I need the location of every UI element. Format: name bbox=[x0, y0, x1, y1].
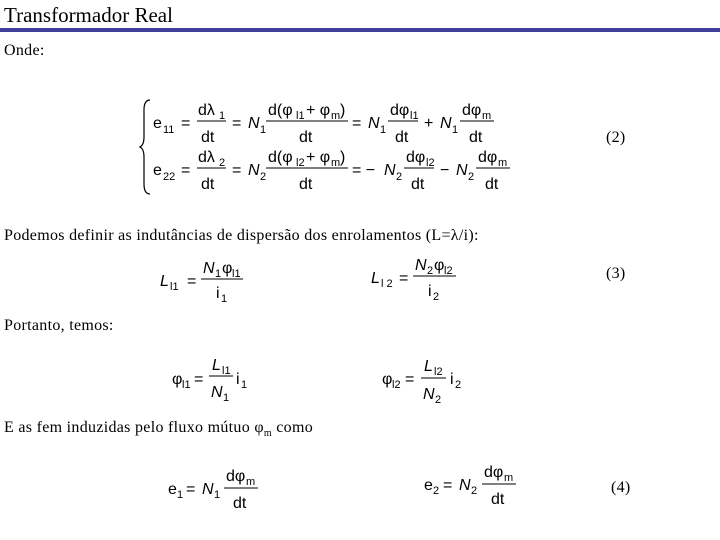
phi-subscript: m bbox=[263, 428, 272, 440]
svg-text:dφ: dφ bbox=[478, 149, 498, 166]
svg-text:1: 1 bbox=[380, 124, 387, 136]
svg-text:i: i bbox=[428, 283, 432, 300]
left-brace bbox=[140, 100, 150, 194]
svg-text:=: = bbox=[443, 477, 453, 494]
svg-text:d(φ: d(φ bbox=[268, 102, 293, 119]
svg-text:l2: l2 bbox=[434, 366, 443, 378]
svg-text:l2: l2 bbox=[392, 379, 401, 391]
svg-text:2: 2 bbox=[396, 171, 403, 183]
equation-system-2 bbox=[140, 100, 510, 194]
svg-text:N: N bbox=[384, 162, 396, 179]
svg-text:dt: dt bbox=[201, 176, 215, 193]
svg-text:dλ: dλ bbox=[198, 149, 215, 166]
svg-text:m: m bbox=[331, 110, 341, 122]
svg-text:l1: l1 bbox=[182, 379, 191, 391]
svg-text:dt: dt bbox=[299, 129, 313, 146]
equation-number-4: (4) bbox=[611, 479, 631, 496]
svg-text:N: N bbox=[456, 162, 468, 179]
svg-text:= −: = − bbox=[352, 162, 376, 179]
svg-text:N: N bbox=[248, 162, 260, 179]
svg-text:dφ: dφ bbox=[484, 464, 504, 481]
equation-phi-l2 bbox=[382, 358, 461, 406]
svg-text:1: 1 bbox=[223, 392, 230, 404]
svg-text:i: i bbox=[216, 285, 220, 302]
svg-text:11: 11 bbox=[163, 124, 175, 136]
svg-text:l2: l2 bbox=[296, 157, 305, 169]
svg-text:dt: dt bbox=[395, 129, 409, 146]
svg-text:dt: dt bbox=[411, 176, 425, 193]
svg-text:L: L bbox=[212, 357, 221, 374]
svg-text:1: 1 bbox=[221, 293, 228, 305]
svg-text:=: = bbox=[352, 115, 362, 132]
svg-text:φ: φ bbox=[382, 371, 393, 388]
svg-text:+ φ: + φ bbox=[306, 102, 331, 119]
svg-text:dφ: dφ bbox=[406, 149, 426, 166]
svg-text:2: 2 bbox=[433, 291, 440, 303]
svg-text:+ φ: + φ bbox=[306, 149, 331, 166]
svg-text:m: m bbox=[504, 472, 514, 484]
svg-text:dt: dt bbox=[201, 129, 215, 146]
svg-text:=: = bbox=[232, 162, 242, 179]
svg-text:e: e bbox=[168, 481, 177, 498]
svg-text:l1: l1 bbox=[222, 365, 231, 377]
svg-text:N: N bbox=[211, 384, 223, 401]
svg-text:l2: l2 bbox=[426, 157, 435, 169]
svg-text:1: 1 bbox=[260, 124, 267, 136]
equation-number-2: (2) bbox=[606, 129, 626, 146]
equation-Ll1 bbox=[160, 260, 243, 305]
svg-text:L: L bbox=[371, 270, 380, 287]
svg-text:2: 2 bbox=[435, 394, 442, 406]
svg-text:+: + bbox=[424, 115, 434, 132]
svg-text:=: = bbox=[186, 481, 196, 498]
svg-text:l 2: l 2 bbox=[381, 278, 393, 290]
svg-text:N: N bbox=[368, 115, 380, 132]
svg-text:dφ: dφ bbox=[462, 102, 482, 119]
svg-text:=: = bbox=[194, 371, 204, 388]
svg-text:1: 1 bbox=[214, 489, 221, 501]
svg-text:dt: dt bbox=[485, 176, 499, 193]
svg-text:e: e bbox=[153, 115, 162, 132]
equation-e22 bbox=[153, 149, 510, 193]
dispersion-inductance-text: Podemos definir as indutâncias de dispersão dos enrolamentos (L=λ/i): bbox=[4, 227, 479, 244]
svg-text:2: 2 bbox=[468, 171, 475, 183]
svg-text:L: L bbox=[160, 273, 169, 290]
equation-phi-l1 bbox=[172, 357, 247, 404]
svg-text:dφ: dφ bbox=[390, 102, 410, 119]
svg-text:l1: l1 bbox=[232, 268, 241, 280]
svg-text:m: m bbox=[246, 476, 256, 488]
svg-text:N: N bbox=[423, 386, 435, 403]
svg-text:2: 2 bbox=[455, 379, 462, 391]
svg-text:=: = bbox=[232, 115, 242, 132]
portanto-text: Portanto, temos: bbox=[4, 317, 114, 334]
svg-text:dλ: dλ bbox=[198, 102, 215, 119]
svg-text:2: 2 bbox=[433, 485, 440, 497]
svg-text:dt: dt bbox=[491, 491, 505, 508]
svg-text:φ: φ bbox=[172, 371, 183, 388]
svg-text:): ) bbox=[340, 149, 346, 166]
equation-e2 bbox=[424, 464, 516, 508]
svg-text:m: m bbox=[331, 157, 341, 169]
fem-text-pre: E as fem induzidas pelo fluxo mútuo bbox=[4, 419, 255, 436]
svg-text:=: = bbox=[181, 115, 191, 132]
svg-text:dt: dt bbox=[469, 129, 483, 146]
fem-text-post: como bbox=[271, 419, 313, 436]
svg-text:e: e bbox=[153, 162, 162, 179]
svg-text:N: N bbox=[415, 257, 427, 274]
svg-text:l1: l1 bbox=[170, 281, 179, 293]
svg-text:1: 1 bbox=[215, 268, 222, 280]
svg-text:=: = bbox=[181, 162, 191, 179]
svg-text:m: m bbox=[482, 110, 492, 122]
svg-text:dφ: dφ bbox=[226, 468, 246, 485]
svg-text:1: 1 bbox=[177, 489, 184, 501]
svg-text:l1: l1 bbox=[296, 110, 305, 122]
equation-Ll2 bbox=[371, 257, 456, 303]
svg-text:l1: l1 bbox=[410, 110, 419, 122]
svg-text:φ: φ bbox=[434, 257, 445, 274]
svg-text:2: 2 bbox=[427, 265, 434, 277]
onde-label: Onde: bbox=[4, 42, 45, 59]
svg-text:N: N bbox=[459, 477, 471, 494]
svg-text:L: L bbox=[424, 358, 433, 375]
svg-text:1: 1 bbox=[241, 379, 248, 391]
svg-text:1: 1 bbox=[452, 124, 459, 136]
svg-text:N: N bbox=[202, 481, 214, 498]
svg-text:=: = bbox=[405, 371, 415, 388]
svg-text:2: 2 bbox=[260, 171, 267, 183]
phi-symbol: φ bbox=[254, 419, 264, 436]
equation-e1 bbox=[168, 468, 258, 512]
svg-text:22: 22 bbox=[163, 171, 176, 183]
equation-e11 bbox=[153, 102, 494, 146]
svg-text:=: = bbox=[399, 270, 409, 287]
svg-text:l2: l2 bbox=[444, 265, 453, 277]
svg-text:e: e bbox=[424, 477, 433, 494]
equation-number-3: (3) bbox=[606, 265, 626, 282]
svg-text:i: i bbox=[236, 371, 240, 388]
svg-text:N: N bbox=[248, 115, 260, 132]
svg-text:1: 1 bbox=[219, 110, 226, 122]
svg-text:i: i bbox=[450, 371, 454, 388]
svg-text:N: N bbox=[203, 260, 215, 277]
svg-text:m: m bbox=[498, 157, 508, 169]
page-title: Transformador Real bbox=[4, 3, 173, 27]
svg-text:dt: dt bbox=[299, 176, 313, 193]
svg-text:φ: φ bbox=[222, 260, 233, 277]
svg-text:N: N bbox=[440, 115, 452, 132]
svg-text:=: = bbox=[187, 273, 197, 290]
svg-text:dt: dt bbox=[233, 495, 247, 512]
svg-text:d(φ: d(φ bbox=[268, 149, 293, 166]
svg-text:2: 2 bbox=[219, 157, 226, 169]
svg-text:−: − bbox=[440, 162, 450, 179]
svg-text:2: 2 bbox=[471, 485, 478, 497]
svg-text:): ) bbox=[340, 102, 346, 119]
